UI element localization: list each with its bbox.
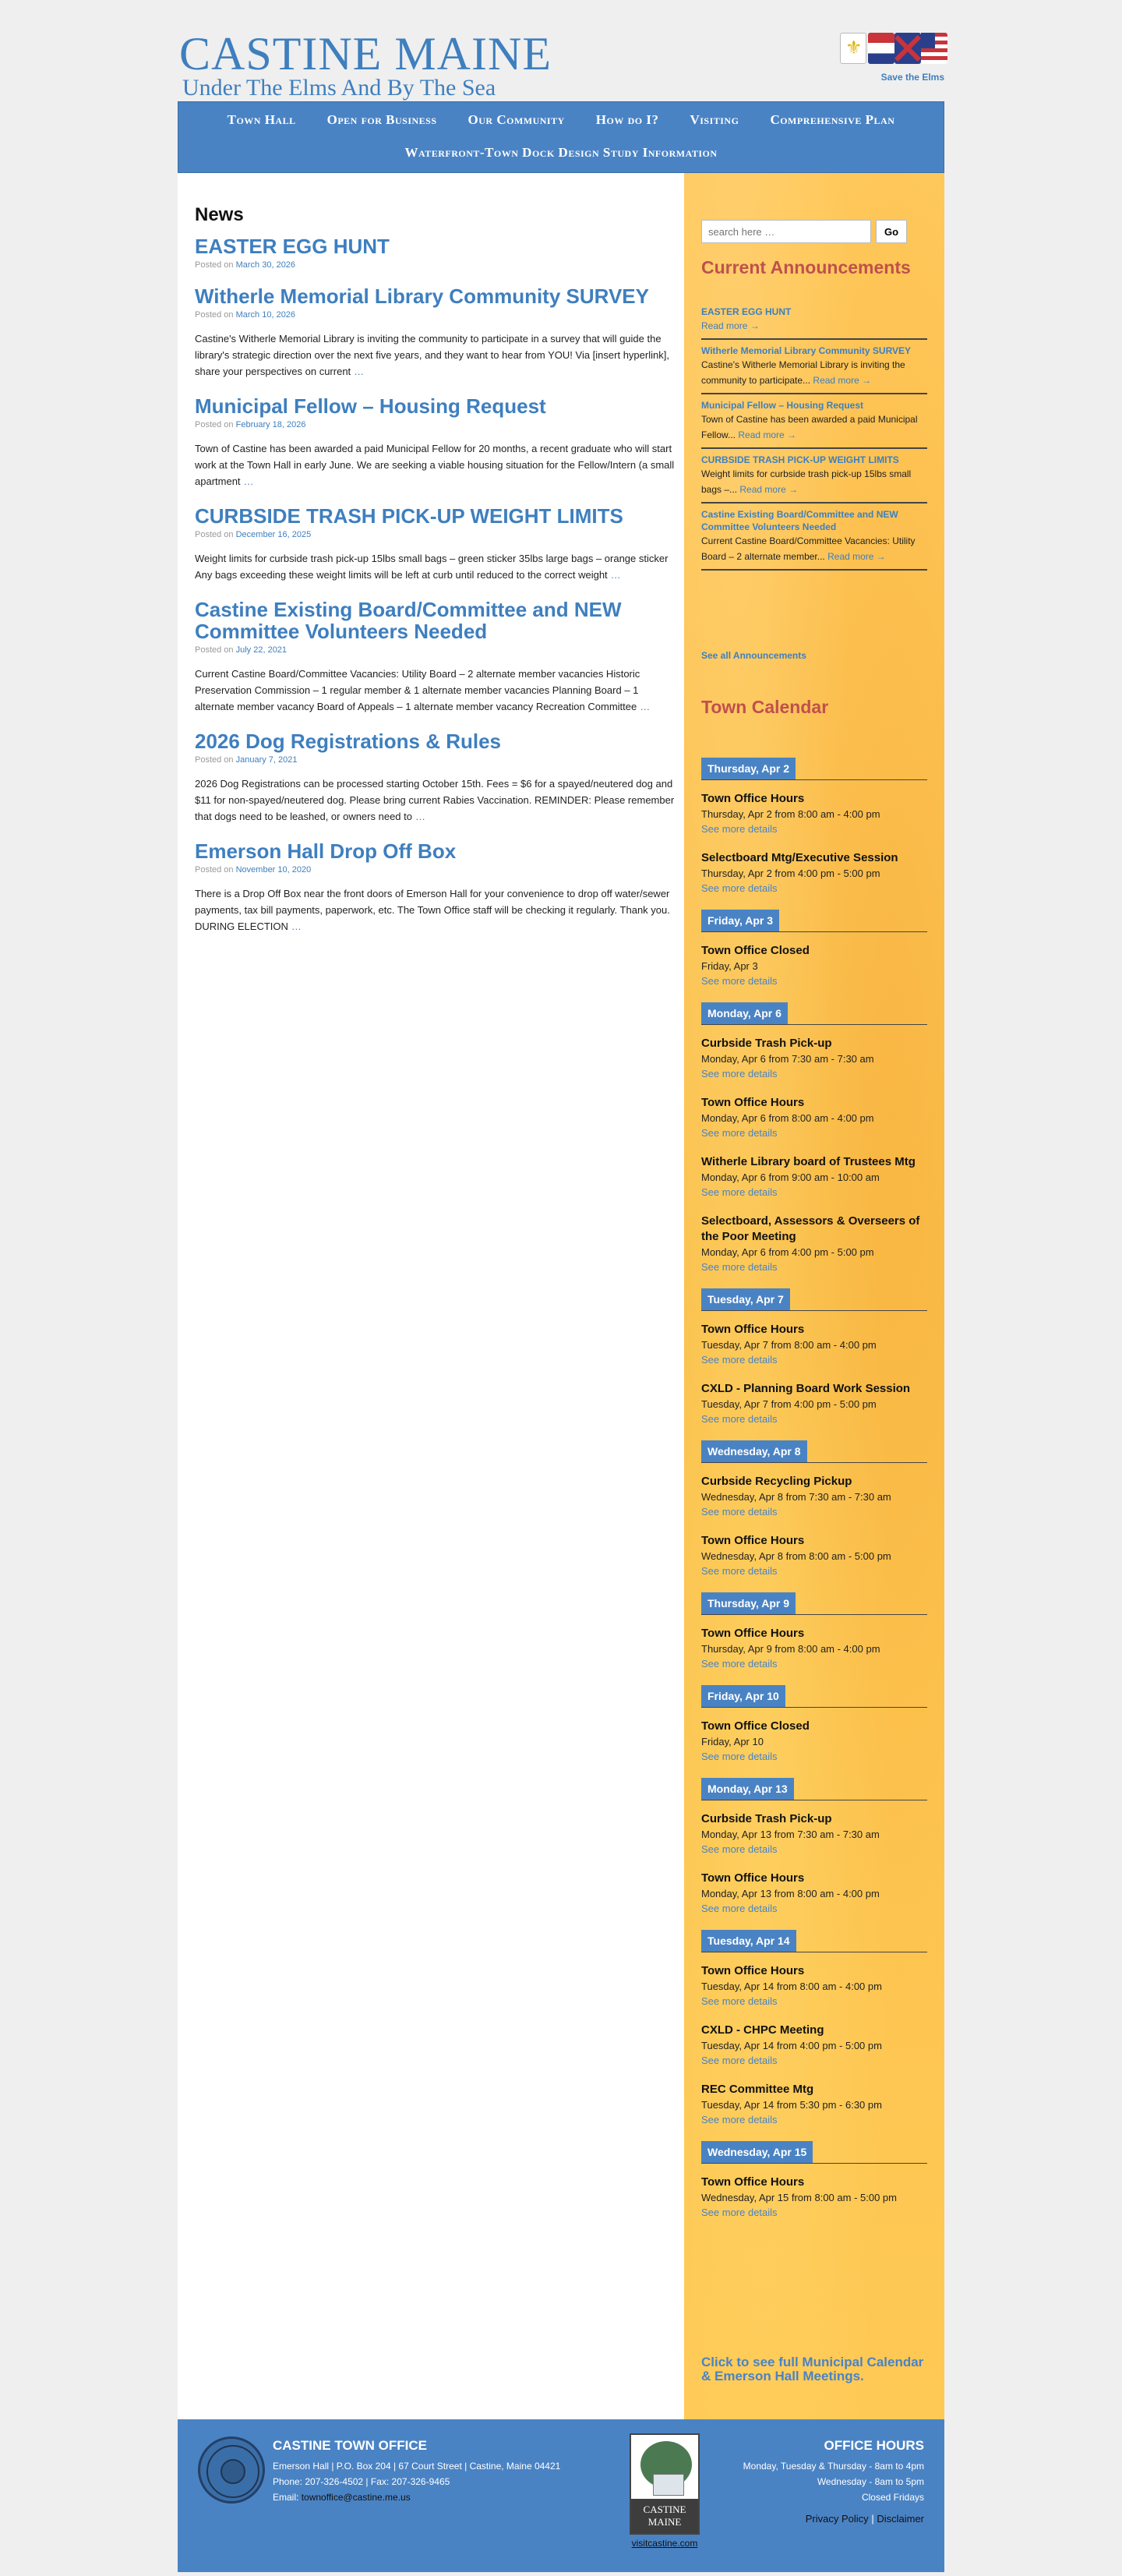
calendar-day [701,1592,927,1671]
calendar-event [701,1533,927,1578]
event-title: CXLD - Planning Board Work Session [701,1382,911,1395]
announcement-excerpt: Town of Castine has been awarded a paid Municipal Fellow... [701,414,918,440]
read-more-marker[interactable]: … [243,475,254,487]
event-title: Town Office Hours [701,1627,805,1640]
news-post [195,505,678,583]
announcement-text [701,466,927,497]
posted-on-label: Posted on [195,645,234,655]
post-excerpt [195,550,678,583]
calendar-event [701,2082,927,2127]
visit-castine-link[interactable]: visitcastine.com [631,2538,698,2549]
calendar-day-label: Thursday, Apr 9 [701,1592,796,1614]
search-button[interactable]: Go [876,220,907,243]
calendar-day-label: Friday, Apr 3 [701,910,779,931]
nav-item-open-for-business[interactable]: Open for Business [326,112,437,127]
posted-on-label: Posted on [195,865,234,875]
see-more-details-link[interactable]: See more details [701,2114,778,2125]
site-footer [178,2419,944,2572]
calendar-day-header [701,2141,927,2164]
calendar-event [701,1474,927,1519]
post-meta [195,530,678,539]
nav-item-how-do-i[interactable]: How do I? [595,112,659,127]
event-time: Tuesday, Apr 14 from 5:30 pm - 6:30 pm [701,2099,882,2111]
post-title-link[interactable]: Castine Existing Board/Committee and NEW Committee Volunteers Needed [195,598,622,643]
house-icon [653,2474,684,2496]
announcements-list [701,306,927,575]
see-more-details-link[interactable]: See more details [701,1068,778,1080]
nav-item-waterfront-study[interactable]: Waterfront-Town Dock Design Study Information [404,145,718,160]
calendar-day [701,910,927,988]
post-title-link[interactable]: CURBSIDE TRASH PICK-UP WEIGHT LIMITS [195,504,623,528]
post-meta [195,645,678,655]
event-title: Town Office Hours [701,792,805,805]
posted-on-label: Posted on [195,310,234,320]
calendar-day [701,1002,927,1274]
announcement-text [701,533,927,564]
calendar-list [701,758,927,2234]
calendar-event [701,1811,927,1857]
announcement-title-link[interactable]: Castine Existing Board/Committee and NEW Committee Volunteers Needed [701,509,898,532]
disclaimer-link[interactable]: Disclaimer [877,2513,924,2525]
site-tagline: Under The Elms And By The Sea [182,75,496,101]
footer-links [806,2513,924,2525]
calendar-day [701,758,927,896]
event-time: Monday, Apr 6 from 8:00 am - 4:00 pm [701,1112,874,1124]
calendar-event [701,791,927,836]
flags [827,33,944,95]
see-more-details-link[interactable]: See more details [701,2207,778,2218]
event-time: Monday, Apr 6 from 9:00 am - 10:00 am [701,1171,880,1183]
announcement-title-link[interactable]: Witherle Memorial Library Community SURVEY [701,345,912,356]
calendar-day-header [701,1592,927,1615]
read-more-marker[interactable]: … [354,366,365,377]
event-title: Town Office Hours [701,1964,805,1977]
announcement-title-link[interactable]: CURBSIDE TRASH PICK-UP WEIGHT LIMITS [701,454,899,465]
see-more-details-link[interactable]: See more details [701,1413,778,1425]
calendar-event [701,943,927,988]
calendar-day-label: Friday, Apr 10 [701,1685,785,1707]
footer-hours-line: Wednesday - 8am to 5pm [817,2476,924,2487]
calendar-event [701,1095,927,1140]
footer-email-label: Email: [273,2492,299,2503]
post-date-link[interactable]: March 30, 2026 [235,260,296,270]
search-form [701,220,907,243]
calendar-day-header [701,758,927,780]
event-time: Tuesday, Apr 7 from 4:00 pm - 5:00 pm [701,1398,877,1410]
post-title-link[interactable]: Municipal Fellow – Housing Request [195,394,546,418]
post-date-link[interactable]: March 10, 2026 [235,310,296,320]
calendar-day [701,1440,927,1578]
post-title-link[interactable]: 2026 Dog Registrations & Rules [195,730,501,753]
see-more-details-link[interactable]: See more details [701,1506,778,1518]
nav-item-comprehensive-plan[interactable]: Comprehensive Plan [770,112,895,127]
see-more-details-link[interactable]: See more details [701,823,778,835]
calendar-day-header [701,1002,927,1025]
search-input[interactable] [701,220,871,243]
post-date-link[interactable]: November 10, 2020 [235,865,312,875]
read-more-link[interactable]: Read more → [739,484,799,495]
calendar-day-label: Tuesday, Apr 7 [701,1288,790,1310]
posted-on-label: Posted on [195,420,234,429]
calendar-event [701,1626,927,1671]
event-title: Curbside Recycling Pickup [701,1475,852,1488]
announcements-heading: Current Announcements [701,257,911,277]
announcement-item [701,399,927,449]
save-the-elms-link[interactable]: Save the Elms [880,72,944,83]
calendar-day-label: Monday, Apr 6 [701,1002,788,1024]
posted-on-label: Posted on [195,530,234,539]
post-excerpt-text: There is a Drop Off Box near the front doors of Emerson Hall for your convenience to drop off water/sewer payments, tax bill payments, paperwork, etc. The Town Office staff will be checking it regularly. Thank you. DURING ELECTION [195,888,670,932]
announcement-item [701,454,927,504]
event-title: Town Office Closed [701,944,810,957]
event-time: Tuesday, Apr 14 from 8:00 am - 4:00 pm [701,1981,882,1992]
calendar-day [701,1685,927,1764]
footer-email-line [273,2489,560,2505]
see-more-details-link[interactable]: See more details [701,1261,778,1273]
calendar-event [701,1719,927,1764]
post-date-link[interactable]: December 16, 2025 [235,530,312,539]
see-more-details-link[interactable]: See more details [701,1903,778,1914]
see-more-details-link[interactable]: See more details [701,1127,778,1139]
read-more-link[interactable]: Read more → [813,375,872,386]
visit-castine-image[interactable] [630,2433,700,2535]
post-excerpt-text: Current Castine Board/Committee Vacancies: Utility Board – 2 alternate member vacancies Historic Preservation Commission – 1 regular member & 1 alternate member vacancies Planning Board – 1 alternate member vacancy Board of Appeals – 1 alternate member vacancy Recreation Committee [195,668,640,712]
calendar-day [701,2141,927,2220]
read-more-link[interactable]: Read more → [738,429,797,440]
event-time: Tuesday, Apr 7 from 8:00 am - 4:00 pm [701,1339,877,1351]
posted-on-label: Posted on [195,260,234,270]
post-date-link[interactable]: February 18, 2026 [235,420,306,429]
event-time: Monday, Apr 6 from 4:00 pm - 5:00 pm [701,1246,874,1258]
announcement-text [701,412,927,443]
read-more-marker[interactable]: … [610,569,621,581]
main-nav [178,101,944,173]
site-title[interactable]: CASTINE MAINE [179,28,552,80]
event-title: Town Office Hours [701,1323,805,1336]
calendar-event [701,1036,927,1081]
calendar-day-header [701,1685,927,1708]
see-more-details-link[interactable]: See more details [701,975,778,987]
visit-castine-plate: CASTINE MAINE [631,2499,698,2533]
announcement-text [701,357,927,388]
post-meta [195,310,678,320]
event-time: Thursday, Apr 2 from 8:00 am - 4:00 pm [701,808,880,820]
calendar-day-label: Tuesday, Apr 14 [701,1930,796,1952]
read-more-marker[interactable]: … [640,701,651,712]
see-more-details-link[interactable]: See more details [701,1995,778,2007]
post-excerpt [195,885,678,935]
event-title: Curbside Trash Pick-up [701,1037,832,1050]
privacy-policy-link[interactable]: Privacy Policy [805,2513,869,2525]
calendar-day-header [701,910,927,932]
announcement-excerpt: Castine's Witherle Memorial Library is inviting the community to participate... [701,359,905,386]
event-title: Witherle Library board of Trustees Mtg [701,1155,916,1168]
announcement-excerpt: Weight limits for curbside trash pick-up 15lbs small bags –... [701,468,912,495]
see-more-details-link[interactable]: See more details [701,882,778,894]
main-panel [178,173,944,2419]
post-meta [195,755,678,765]
event-title: Curbside Trash Pick-up [701,1812,832,1825]
nav-row [178,111,944,129]
footer-address: Emerson Hall | P.O. Box 204 | 67 Court Street | Castine, Maine 04421 [273,2461,561,2472]
footer-link-separator: | [871,2513,874,2525]
event-title: REC Committee Mtg [701,2083,814,2096]
calendar-day-label: Thursday, Apr 2 [701,758,796,779]
see-more-details-link[interactable]: See more details [701,1186,778,1198]
event-time: Friday, Apr 3 [701,960,758,972]
event-title: Town Office Hours [701,1534,805,1547]
event-time: Wednesday, Apr 15 from 8:00 am - 5:00 pm [701,2192,897,2203]
post-date-link[interactable]: July 22, 2021 [235,645,288,655]
calendar-day-header [701,1440,927,1463]
calendar-event [701,1963,927,2009]
posted-on-label: Posted on [195,755,234,765]
see-more-details-link[interactable]: See more details [701,1751,778,1762]
calendar-event [701,1154,927,1200]
event-time: Wednesday, Apr 8 from 8:00 am - 5:00 pm [701,1550,891,1562]
post-title-link[interactable]: Emerson Hall Drop Off Box [195,839,457,863]
see-more-details-link[interactable]: See more details [701,2055,778,2066]
post-excerpt-text: Castine's Witherle Memorial Library is inviting the community to participate in a survey that will guide the library's strategic direction over the next five years, and they want to hear from YOU! Via [insert hyperlink], share your perspectives on current [195,333,669,377]
see-more-details-link[interactable]: See more details [701,1354,778,1366]
footer-hours-line: Closed Fridays [861,2492,924,2503]
footer-office-heading: CASTINE TOWN OFFICE [273,2438,428,2453]
calendar-event [701,1381,927,1426]
event-time: Monday, Apr 13 from 7:30 am - 7:30 am [701,1829,880,1840]
event-title: CXLD - CHPC Meeting [701,2023,824,2037]
calendar-day-label: Monday, Apr 13 [701,1778,794,1800]
calendar-day-header [701,1778,927,1800]
news-posts [195,235,678,935]
full-calendar-link[interactable]: Click to see full Municipal Calendar & Emerson Hall Meetings. [701,2355,924,2383]
news-heading: News [195,204,244,225]
nav-item-town-hall[interactable]: Town Hall [227,112,296,127]
post-meta [195,865,678,875]
calendar-event [701,2175,927,2220]
see-all-announcements-link[interactable]: See all Announcements [701,650,806,661]
announcement-title-link[interactable]: Municipal Fellow – Housing Request [701,400,864,411]
announcement-title-link[interactable]: EASTER EGG HUNT [701,306,792,317]
post-excerpt [195,776,678,825]
post-title-link[interactable]: EASTER EGG HUNT [195,235,390,258]
calendar-day-header [701,1930,927,1952]
post-meta [195,420,678,429]
announcement-excerpt: Current Castine Board/Committee Vacancies: Utility Board – 2 alternate member... [701,535,916,562]
announcement-item [701,345,927,394]
post-meta [195,260,678,270]
calendar-day [701,1288,927,1426]
event-time: Friday, Apr 10 [701,1736,764,1747]
footer-office [273,2438,560,2505]
event-title: Selectboard, Assessors & Overseers of the Poor Meeting [701,1214,920,1243]
event-time: Monday, Apr 13 from 8:00 am - 4:00 pm [701,1888,880,1899]
news-post [195,235,678,270]
calendar-day-label: Wednesday, Apr 8 [701,1440,807,1462]
announcement-item [701,306,927,340]
post-excerpt [195,330,678,380]
read-more-marker[interactable]: … [415,811,425,822]
calendar-event [701,1871,927,1916]
british-flag-icon [894,33,921,64]
post-date-link[interactable]: January 7, 2021 [235,755,298,765]
footer-hours-line: Monday, Tuesday & Thursday - 8am to 4pm [743,2461,924,2472]
calendar-event [701,2023,927,2068]
footer-hours-heading: OFFICE HOURS [824,2438,924,2453]
announcement-item [701,508,927,571]
news-content [195,204,678,950]
announcement-text [701,318,927,334]
calendar-day-label: Wednesday, Apr 15 [701,2141,813,2163]
post-excerpt-text: Town of Castine has been awarded a paid Municipal Fellow for 20 months, a recent graduate who will start work at the Town Hall in early June. We are seeking a viable housing situation for the Fellow/Intern (a small apartment [195,443,675,487]
calendar-day [701,1778,927,1916]
event-title: Town Office Closed [701,1719,810,1733]
news-post [195,599,678,715]
event-title: Selectboard Mtg/Executive Session [701,851,898,864]
calendar-day-header [701,1288,927,1311]
sidebar [684,173,944,2419]
town-seal-icon [198,2436,265,2504]
event-title: Town Office Hours [701,1871,805,1885]
post-excerpt [195,666,678,715]
calendar-heading: Town Calendar [701,697,829,717]
event-title: Town Office Hours [701,2175,805,2189]
post-excerpt [195,440,678,489]
calendar-day [701,1930,927,2127]
dutch-flag-icon [868,33,894,64]
visit-castine [630,2433,700,2549]
news-post [195,730,678,825]
post-excerpt-text: Weight limits for curbside trash pick-up 15lbs small bags – green sticker 35lbs large bags – orange sticker Any bags exceeding these weight limits will be left at curb until reduced to the correct weight [195,553,669,581]
read-more-link[interactable]: Read more → [827,551,886,562]
news-post [195,285,678,380]
event-time: Thursday, Apr 2 from 4:00 pm - 5:00 pm [701,868,880,879]
event-time: Monday, Apr 6 from 7:30 am - 7:30 am [701,1053,874,1065]
post-excerpt-text: 2026 Dog Registrations can be processed starting October 15th. Fees = $6 for a spayed/neutered dog and $11 for non-spayed/neutered dog. Please bring current Rabies Vaccination. REMINDER: Please remember that dogs need to be leashed, or owners need to [195,778,675,822]
us-flag-icon [921,33,947,64]
post-title-link[interactable]: Witherle Memorial Library Community SURVEY [195,284,649,308]
site-header [178,28,944,100]
event-time: Wednesday, Apr 8 from 7:30 am - 7:30 am [701,1491,891,1503]
event-title: Town Office Hours [701,1096,805,1109]
see-more-details-link[interactable]: See more details [701,1843,778,1855]
read-more-link[interactable]: Read more → [701,320,760,331]
calendar-event [701,850,927,896]
nav-row [178,144,944,161]
nav-item-visiting[interactable]: Visiting [690,112,739,127]
calendar-event [701,1322,927,1367]
event-time: Thursday, Apr 9 from 8:00 am - 4:00 pm [701,1643,880,1655]
footer-hours [743,2438,924,2505]
nav-item-our-community[interactable]: Our Community [468,112,565,127]
fleur-de-lis-flag-icon [840,33,866,64]
footer-phone: Phone: 207-326-4502 | Fax: 207-326-9465 [273,2476,450,2487]
footer-email-link[interactable]: townoffice@castine.me.us [301,2492,411,2503]
news-post [195,840,678,935]
calendar-event [701,1214,927,1274]
event-time: Tuesday, Apr 14 from 4:00 pm - 5:00 pm [701,2040,882,2051]
see-more-details-link[interactable]: See more details [701,1658,778,1670]
read-more-marker[interactable]: … [291,921,302,932]
news-post [195,395,678,489]
see-more-details-link[interactable]: See more details [701,1565,778,1577]
